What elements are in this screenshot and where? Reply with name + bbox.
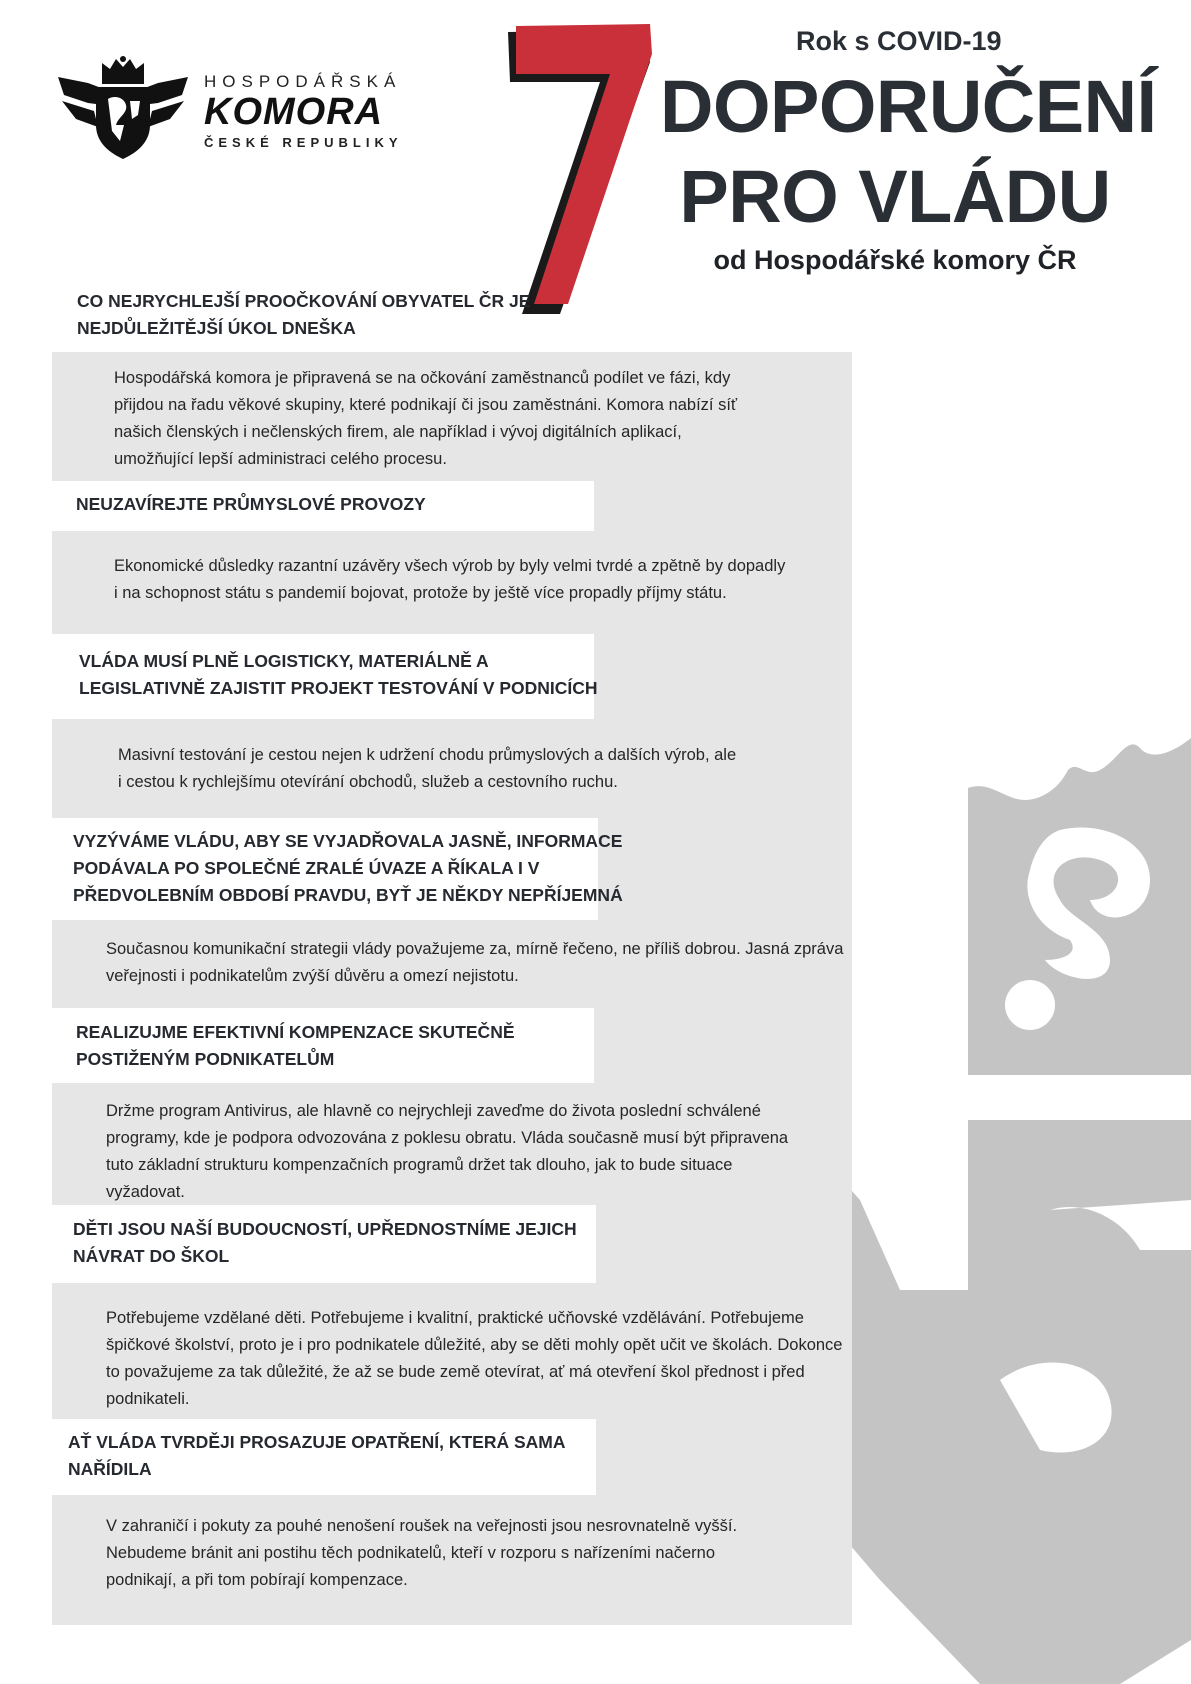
recommendation-7-heading: AŤ VLÁDA TVRDĚJI PROSAZUJE OPATŘENÍ, KTERÁ SAMA NAŘÍDILA [68, 1432, 566, 1479]
recommendation-3-heading: VLÁDA MUSÍ PLNĚ LOGISTICKY, MATERIÁLNĚ A LEGISLATIVNĚ ZAJISTIT PROJEKT TESTOVÁNÍ V PODNICÍCH [79, 651, 598, 698]
recommendation-6-body: Potřebujeme vzdělané děti. Potřebujeme i kvalitní, praktické učňovské vzdělávání. Potřebujeme špičkové školství, proto je i pro podnikatele důležité, aby se děti mohly opět učit ve školách. Dokonce to považujeme za tak důležité, že až se bude země otevírat, ať má otevření škol přednost i před podnikateli. [106, 1309, 843, 1408]
recommendation-4-body: Současnou komunikační strategii vlády považujeme za, mírně řečeno, ne příliš dobrou. Jasná zpráva veřejnosti i podnikatelům zvýší důvěru a omezí nejistotu. [106, 940, 844, 985]
title-line-2: PRO VLÁDU [679, 155, 1111, 238]
subtitle: Rok s COVID-19 [796, 26, 1002, 56]
logo-text-main: KOMORA [204, 91, 384, 133]
recommendation-1-heading: CO NEJRYCHLEJŠÍ PROOČKOVÁNÍ OBYVATEL ČR JE NEJDŮLEŽITĚJŠÍ ÚKOL DNEŠKA [77, 291, 531, 338]
big-number-seven [500, 22, 660, 317]
recommendation-2-body: Ekonomické důsledky razantní uzávěry všech výrob by byly velmi tvrdé a zpětně by dopadly i na schopnost státu s pandemií bojovat, protože by ještě více propadly příjmy státu. [114, 557, 786, 602]
recommendation-5-body: Držme program Antivirus, ale hlavně co nejrychleji zaveďme do života poslední schválené programy, kde je podpora odvozována z poklesu obratu. Vláda současně musí být připravena tuto základní strukturu kompenzačních programů držet tak dlouho, jak to bude situace vyžadovat. [106, 1102, 789, 1201]
title-author: od Hospodářské komory ČR [713, 245, 1077, 275]
recommendation-4-heading: VYZÝVÁME VLÁDU, ABY SE VYJADŘOVALA JASNĚ, INFORMACE PODÁVALA PO SPOLEČNÉ ZRALÉ ÚVAZE A ŘÍKALA I V PŘEDVOLEBNÍM OBDOBÍ PRAVDU, BYŤ JE NĚKDY NEPŘÍJEMNÁ [73, 831, 623, 905]
page-title [660, 62, 1157, 242]
lion-crown-emblem-icon [58, 55, 188, 160]
recommendation-3-body: Masivní testování je cestou nejen k udržení chodu průmyslových a dalších výrob, ale i cestou k rychlejšímu otevírání obchodů, služeb a cestovního ruchu. [118, 746, 737, 791]
title-line-1: DOPORUČENÍ [660, 65, 1157, 148]
logo-text-bottom: ČESKÉ REPUBLIKY [204, 135, 403, 150]
recommendation-5-heading: REALIZUJME EFEKTIVNÍ KOMPENZACE SKUTEČNĚ POSTIŽENÝM PODNIKATELŮM [76, 1022, 515, 1069]
recommendation-2-heading: NEUZAVÍREJTE PRŮMYSLOVÉ PROVOZY [76, 494, 426, 514]
recommendation-7-body: V zahraničí i pokuty za pouhé nenošení roušek na veřejnosti jsou nesrovnatelně vyšší. Nebudeme bránit ani postihu těch podnikatelů, kteří v rozporu s nařízeními načerno podnikají, a při tom pobírají kompenzace. [106, 1517, 738, 1589]
logo-text-top: HOSPODÁŘSKÁ [204, 72, 402, 91]
recommendation-6-heading: DĚTI JSOU NAŠÍ BUDOUCNOSTÍ, UPŘEDNOSTNÍME JEJICH NÁVRAT DO ŠKOL [73, 1219, 577, 1266]
hk-cr-logo [58, 55, 418, 165]
recommendation-1-body: Hospodářská komora je připravená se na očkování zaměstnanců podílet ve fázi, kdy přijdou na řadu věkové skupiny, které podnikají či jsou zaměstnáni. Komora nabízí síť našich členských i nečlenských firem, ale například i vývoj digitálních aplikací, umožňující lepší administraci celého procesu. [114, 369, 738, 468]
